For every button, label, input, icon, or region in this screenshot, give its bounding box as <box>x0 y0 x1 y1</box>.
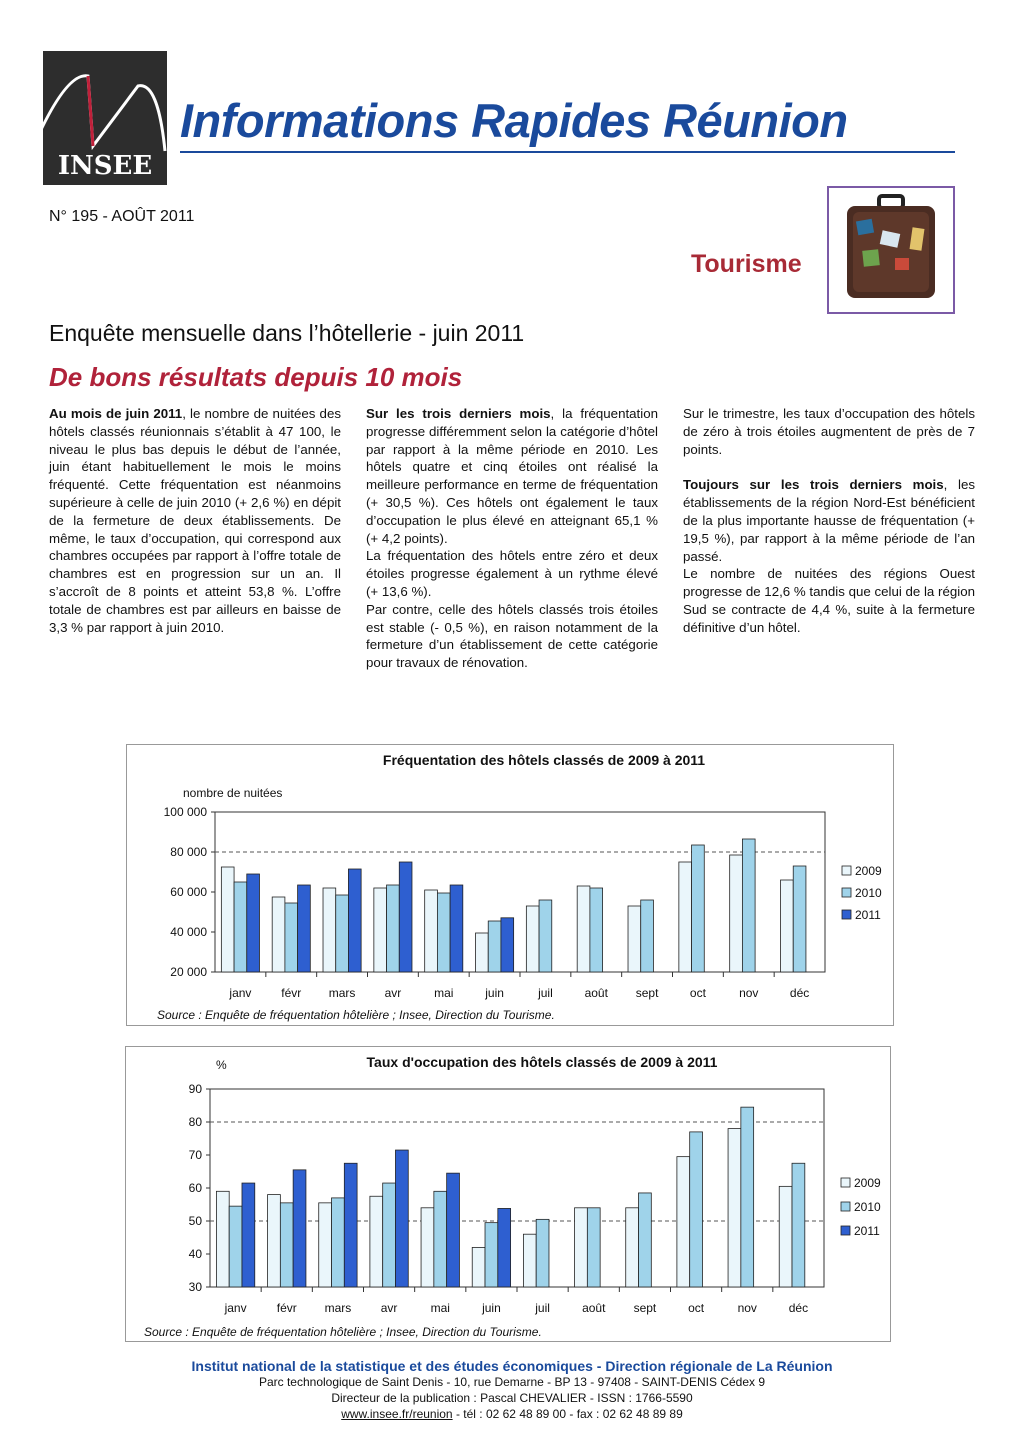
legend-swatch <box>841 1202 850 1211</box>
bar-2009 <box>526 906 539 972</box>
bar-2009 <box>216 1191 229 1287</box>
paragraph <box>49 405 341 636</box>
lead-text: Au mois de juin 2011 <box>49 406 183 421</box>
bar-2011 <box>395 1150 408 1287</box>
survey-subtitle: Enquête mensuelle dans l’hôtellerie - juin 2011 <box>49 320 525 346</box>
y-tick-label: 80 <box>188 1115 202 1129</box>
bar-2011 <box>447 1173 460 1287</box>
frequentation-chart <box>126 744 894 1026</box>
footer-organization: Institut national de la statistique et des études économiques - Direction régionale de La Réunion <box>191 1358 833 1374</box>
bar-2011 <box>242 1183 255 1287</box>
article-column-1 <box>49 405 341 636</box>
category-label: Tourisme <box>691 250 802 278</box>
bar-2011 <box>450 885 463 972</box>
bar-2009 <box>476 933 489 972</box>
bar-2010 <box>690 1132 703 1287</box>
legend-label: 2009 <box>854 1176 881 1190</box>
publication-title: Informations Rapides Réunion <box>180 94 848 147</box>
footer-phone-fax: - tél : 02 62 48 89 00 - fax : 02 62 48 89 89 <box>452 1407 683 1421</box>
paragraph: La fréquentation des hôtels entre zéro et deux étoiles progresse également à un rythme élevé (+ 13,6 %). <box>366 548 658 599</box>
x-tick-label: nov <box>739 986 759 1000</box>
bar-2009 <box>472 1247 485 1287</box>
lead-text: Sur les trois derniers mois <box>366 406 551 421</box>
insee-logo <box>43 51 167 185</box>
headline: De bons résultats depuis 10 mois <box>49 362 463 392</box>
bar-2009 <box>319 1203 332 1287</box>
y-tick-label: 40 000 <box>170 925 207 939</box>
y-tick-label: 90 <box>188 1082 202 1096</box>
article-column-3 <box>683 405 975 637</box>
y-tick-label: 20 000 <box>170 965 207 979</box>
body-text: , les établissements de la région Nord-Est bénéficient de la plus importante hausse de fréquentation (+ 19,5 %), par rapport à la même période de l’an passé. <box>683 477 976 564</box>
legend-swatch <box>842 888 851 897</box>
x-tick-label: oct <box>688 1301 705 1315</box>
paragraph <box>366 405 658 547</box>
bar-2010 <box>639 1193 652 1287</box>
x-tick-label: sept <box>633 1301 657 1315</box>
paragraph: Par contre, celle des hôtels classés trois étoiles est stable (- 0,5 %), en raison notamment de la fermeture d’un établissement de cette catégorie pour travaux de rénovation. <box>366 601 658 671</box>
y-tick-label: 80 000 <box>170 845 207 859</box>
bar-2010 <box>536 1219 549 1287</box>
paragraph <box>683 476 975 565</box>
y-axis-label: % <box>216 1058 227 1072</box>
bar-2011 <box>344 1163 357 1287</box>
legend-label: 2010 <box>854 1200 881 1214</box>
suitcase-image <box>827 186 955 314</box>
bar-2009 <box>575 1208 588 1287</box>
bar-2009 <box>221 867 234 972</box>
y-tick-label: 70 <box>188 1148 202 1162</box>
x-tick-label: avr <box>380 1301 398 1315</box>
bar-2009 <box>677 1157 690 1287</box>
y-tick-label: 30 <box>188 1280 202 1294</box>
bar-2010 <box>234 882 247 972</box>
bar-2010 <box>692 845 705 972</box>
bar-2010 <box>229 1206 242 1287</box>
y-tick-label: 60 000 <box>170 885 207 899</box>
article-column-2 <box>366 405 658 672</box>
x-tick-label: août <box>582 1301 606 1315</box>
bar-2010 <box>742 839 755 972</box>
bar-2010 <box>793 866 806 972</box>
legend-swatch <box>842 910 851 919</box>
bar-2009 <box>421 1208 434 1287</box>
bar-2009 <box>628 906 641 972</box>
bar-2011 <box>348 869 361 972</box>
x-tick-label: nov <box>737 1301 757 1315</box>
bar-2009 <box>779 1186 792 1287</box>
x-tick-label: févr <box>281 986 302 1000</box>
footer-director: Directeur de la publication : Pascal CHEVALIER - ISSN : 1766-5590 <box>331 1391 693 1405</box>
legend-label: 2010 <box>855 886 882 900</box>
x-tick-label: oct <box>689 986 706 1000</box>
x-tick-label: sept <box>635 986 659 1000</box>
bar-2009 <box>728 1129 741 1287</box>
occupancy-chart <box>125 1046 891 1342</box>
x-tick-label: déc <box>788 1301 809 1315</box>
footer-address: Parc technologique de Saint Denis - 10, rue Demarne - BP 13 - 97408 - SAINT-DENIS Cédex 9 <box>258 1375 766 1389</box>
x-tick-label: mai <box>430 1301 450 1315</box>
x-tick-label: juil <box>535 1301 550 1315</box>
bar-2010 <box>387 885 400 972</box>
bar-2011 <box>298 885 311 972</box>
bar-2010 <box>590 888 603 972</box>
chart-title: Fréquentation des hôtels classés de 2009 à 2011 <box>382 752 706 768</box>
y-axis-label: nombre de nuitées <box>183 786 283 800</box>
bar-2009 <box>626 1208 639 1287</box>
legend-label: 2011 <box>855 908 881 922</box>
bar-2009 <box>679 862 692 972</box>
x-tick-label: juin <box>485 986 504 1000</box>
bar-2011 <box>293 1170 306 1287</box>
chart-title: Taux d'occupation des hôtels classés de 2009 à 2011 <box>366 1054 718 1070</box>
logo-text: INSEE <box>57 151 153 181</box>
body-text: , le nombre de nuitées des hôtels classés réunionnais s’établit à 47 100, le niveau le plus bas depuis le début de l’année, juin étant habituellement le mois le moins fréquenté. Cette fréquentation est néanmoins supérieure à celle de juin 2010 (+ 2,6 %) en dépit de la fermeture de deux établissements. De même, le taux d’occupation, qui correspond aux chambres occupées par rapport à l’offre totale de chambres est en progression sur un an. Il s’accroît de 8 points et atteint 53,8 %. L’offre totale de chambres est par ailleurs en baisse de 3,3 % par rapport à juin 2010. <box>49 406 341 635</box>
x-tick-label: mai <box>434 986 454 1000</box>
occupancy-chart-svg <box>126 1047 890 1341</box>
legend-label: 2011 <box>854 1224 880 1238</box>
x-tick-label: juil <box>538 986 553 1000</box>
x-tick-label: janv <box>224 1301 247 1315</box>
bar-2009 <box>781 880 794 972</box>
legend-swatch <box>842 866 851 875</box>
lead-text: Toujours sur les trois derniers mois <box>683 477 944 493</box>
bar-2010 <box>285 903 298 972</box>
bar-2011 <box>247 874 260 972</box>
bar-2011 <box>498 1208 511 1287</box>
x-tick-label: août <box>584 986 608 1000</box>
issue-number: N° 195 - AOÛT 2011 <box>49 208 195 225</box>
x-tick-label: févr <box>276 1301 297 1315</box>
bar-2009 <box>323 888 336 972</box>
y-tick-label: 40 <box>188 1247 202 1261</box>
bar-2010 <box>488 921 501 972</box>
legend-swatch <box>841 1178 850 1187</box>
bar-2009 <box>370 1196 383 1287</box>
footer-contact-line <box>0 1406 1024 1422</box>
legend-swatch <box>841 1226 850 1235</box>
bar-2010 <box>434 1191 447 1287</box>
bar-2010 <box>383 1183 396 1287</box>
bar-2010 <box>539 900 552 972</box>
chart-source: Source : Enquête de fréquentation hôtelière ; Insee, Direction du Tourisme. <box>157 1008 555 1022</box>
y-tick-label: 50 <box>188 1214 202 1228</box>
bar-2010 <box>641 900 654 972</box>
y-tick-label: 100 000 <box>163 805 207 819</box>
bar-2010 <box>280 1203 293 1287</box>
bar-2009 <box>272 897 285 972</box>
bar-2009 <box>577 886 590 972</box>
x-tick-label: janv <box>229 986 252 1000</box>
chart-source: Source : Enquête de fréquentation hôtelière ; Insee, Direction du Tourisme. <box>144 1325 542 1339</box>
frequentation-chart-svg <box>127 745 893 1025</box>
bar-2009 <box>425 890 438 972</box>
paragraph: Sur le trimestre, les taux d’occupation des hôtels de zéro à trois étoiles augmentent de près de 7 points. <box>683 406 975 457</box>
bar-2010 <box>437 893 450 972</box>
y-tick-label: 60 <box>188 1181 202 1195</box>
legend-label: 2009 <box>855 864 882 878</box>
bar-2010 <box>792 1163 805 1287</box>
bar-2010 <box>587 1208 600 1287</box>
bar-2009 <box>523 1234 536 1287</box>
x-tick-label: mars <box>324 1301 352 1315</box>
bar-2010 <box>332 1198 345 1287</box>
bar-2009 <box>730 855 743 972</box>
bar-2011 <box>399 862 412 972</box>
bar-2009 <box>268 1195 281 1287</box>
paragraph: Le nombre de nuitées des régions Ouest progresse de 12,6 % tandis que celui de la région Sud se contracte de 4,4 %, suite à la fermeture définitive d’un hôtel. <box>683 566 975 635</box>
x-tick-label: mars <box>328 986 356 1000</box>
bar-2011 <box>501 918 514 972</box>
bar-2009 <box>374 888 387 972</box>
bar-2010 <box>741 1107 754 1287</box>
title-underline <box>180 151 955 153</box>
bar-2010 <box>485 1223 498 1287</box>
body-text: , la fréquentation progresse différemment selon la catégorie d’hôtel par rapport à la même période en 2010. Les hôtels quatre et cinq étoiles ont réalisé la meilleure performance en terme de fréquentation (+ 30,5 %). Ces hôtels ont également le taux d’occupation le plus élevé en atteignant 65,1 % (+ 4,2 points). <box>366 406 659 546</box>
x-tick-label: juin <box>482 1301 501 1315</box>
x-tick-label: déc <box>789 986 810 1000</box>
footer <box>0 1358 1024 1422</box>
bar-2010 <box>336 895 349 972</box>
x-tick-label: avr <box>384 986 402 1000</box>
website-link[interactable]: www.insee.fr/reunion <box>341 1407 453 1421</box>
